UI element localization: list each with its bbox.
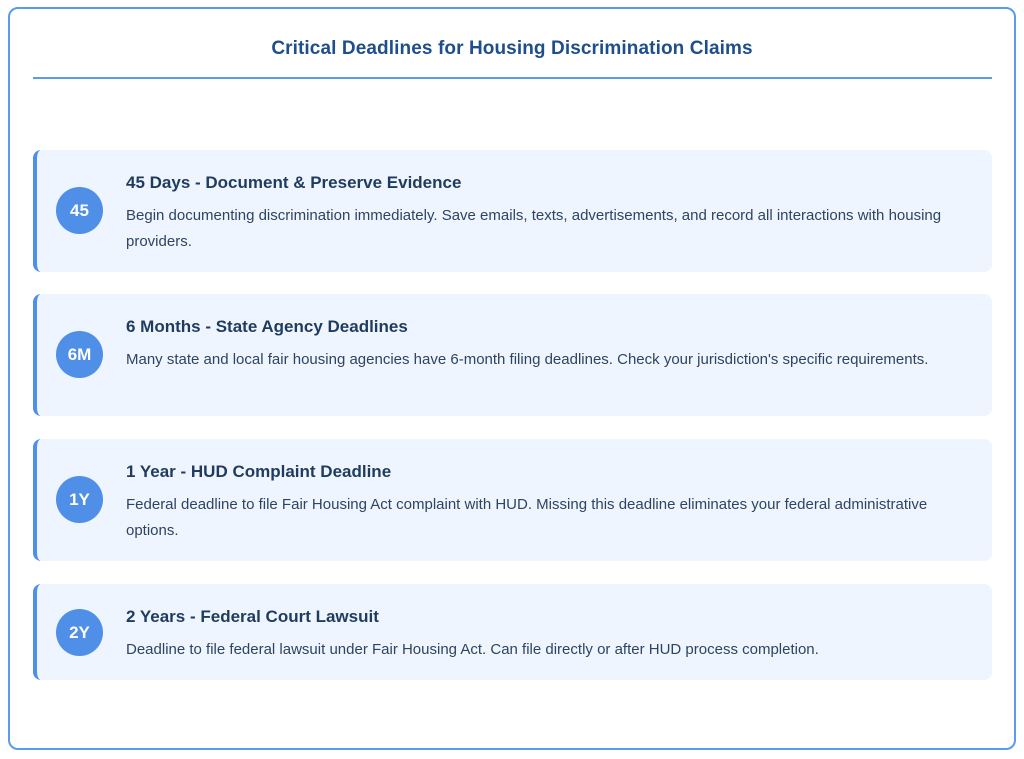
deadline-badge: 2Y <box>56 609 103 656</box>
deadline-heading: 2 Years - Federal Court Lawsuit <box>126 607 379 626</box>
deadline-heading: 45 Days - Document & Preserve Evidence <box>126 173 462 192</box>
deadline-description: Many state and local fair housing agencies have 6-month filing deadlines. Check your jurisdiction's specific requirements. <box>126 351 929 368</box>
deadline-description: Deadline to file federal lawsuit under Fair Housing Act. Can file directly or after HUD process completion. <box>126 641 819 658</box>
deadline-heading: 1 Year - HUD Complaint Deadline <box>126 462 392 481</box>
deadline-card-6-months <box>33 294 992 416</box>
page-title: Critical Deadlines for Housing Discrimination Claims <box>271 38 753 59</box>
title-divider <box>33 77 992 79</box>
deadline-heading: 6 Months - State Agency Deadlines <box>126 317 408 336</box>
deadline-badge: 45 <box>56 187 103 234</box>
deadline-description: Begin documenting discrimination immediately. Save emails, texts, advertisements, and record all interactions with housing providers. <box>126 207 942 250</box>
deadline-card-45-days <box>33 150 992 272</box>
deadline-badge: 6M <box>56 331 103 378</box>
deadline-description: Federal deadline to file Fair Housing Act complaint with HUD. Missing this deadline eliminates your federal administrative options. <box>126 496 928 539</box>
deadline-badge: 1Y <box>56 476 103 523</box>
deadline-card-1-year <box>33 439 992 561</box>
deadline-card-2-years <box>33 584 992 680</box>
deadlines-panel <box>8 7 1016 750</box>
